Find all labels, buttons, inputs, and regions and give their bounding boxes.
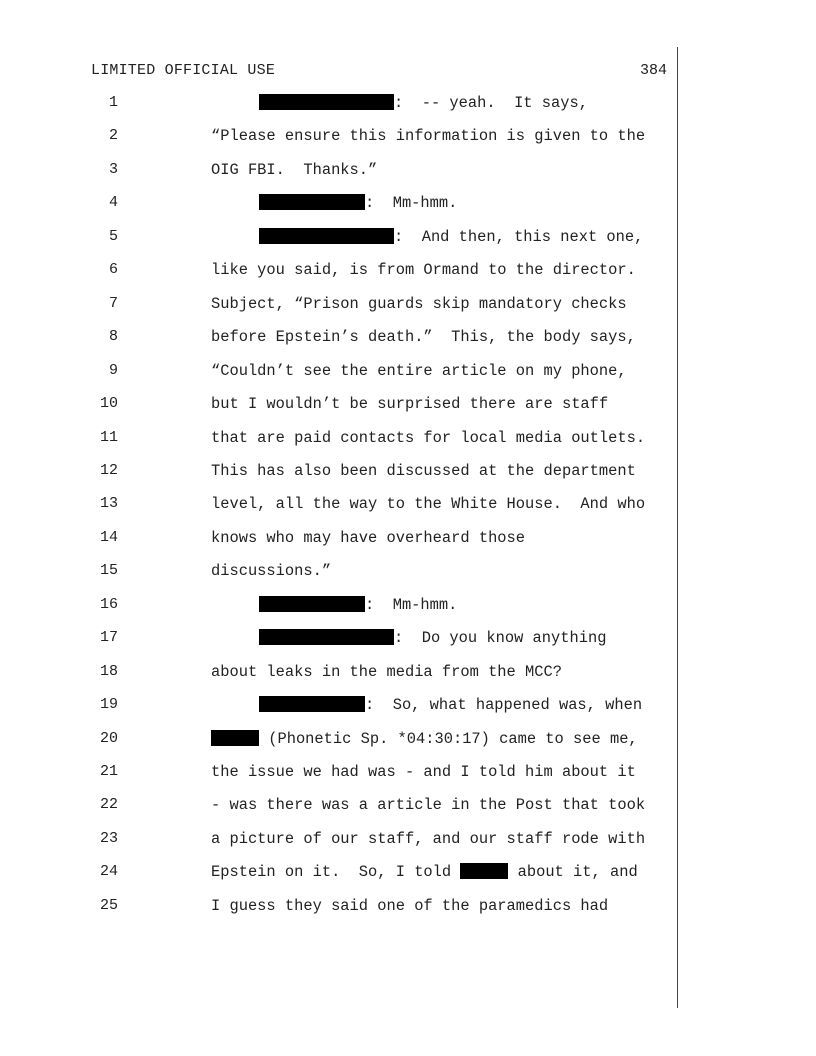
line-text — [211, 294, 627, 314]
line-number: 25 — [99, 896, 118, 914]
redaction-block — [259, 94, 394, 110]
line-number: 2 — [108, 127, 118, 145]
transcript-line — [0, 762, 680, 786]
line-content: “Couldn’t see the entire article on my phone, — [211, 361, 627, 380]
transcript-line — [0, 595, 680, 619]
page-number: 384 — [639, 62, 667, 79]
line-content: before Epstein’s death.” This, the body says, — [211, 328, 636, 347]
line-content: : So, what happened was, when — [365, 696, 643, 715]
line-content: “Please ensure this information is given to the — [211, 127, 646, 146]
speaker-line-text — [259, 628, 606, 648]
transcript-line — [0, 494, 680, 518]
line-text — [211, 829, 645, 849]
line-text — [211, 762, 636, 782]
line-number: 23 — [99, 829, 118, 847]
transcript-line — [0, 160, 680, 184]
line-content: I guess they said one of the paramedics had — [211, 896, 609, 915]
transcript-line — [0, 327, 680, 351]
line-content: level, all the way to the White House. And who — [211, 495, 646, 514]
transcript-line — [0, 729, 680, 753]
line-text — [211, 361, 627, 381]
line-content: but I wouldn’t be surprised there are staff — [211, 395, 609, 414]
line-text — [211, 428, 645, 448]
redaction-block — [259, 629, 394, 645]
header-classification: LIMITED OFFICIAL USE — [91, 62, 276, 79]
line-content: - was there was a article in the Post that took — [211, 796, 646, 815]
line-content: : -- yeah. It says, — [394, 94, 588, 112]
line-number: 9 — [108, 361, 118, 379]
transcript-line — [0, 461, 680, 485]
transcript-line — [0, 628, 680, 652]
redaction-block — [259, 596, 365, 612]
transcript-line — [0, 428, 680, 452]
transcript-line — [0, 294, 680, 318]
line-text — [211, 260, 636, 280]
transcript-line — [0, 260, 680, 284]
transcript-line — [0, 561, 680, 585]
line-content-after: about it, and — [508, 863, 638, 882]
line-number: 8 — [108, 328, 118, 346]
line-content: This has also been discussed at the department — [211, 461, 636, 480]
transcript-line — [0, 193, 680, 217]
line-text — [211, 795, 645, 815]
line-number: 19 — [99, 696, 118, 714]
transcript-line — [0, 795, 680, 819]
line-number: 18 — [99, 662, 118, 680]
line-number: 1 — [108, 94, 118, 111]
line-content: that are paid contacts for local media outlets. — [211, 428, 646, 447]
redaction-block — [259, 194, 365, 210]
line-text — [211, 729, 638, 749]
transcript-line — [0, 361, 680, 385]
line-text — [211, 327, 636, 347]
line-text — [211, 561, 331, 581]
line-number: 14 — [99, 528, 118, 546]
line-number: 20 — [99, 729, 118, 747]
line-number: 7 — [108, 294, 118, 312]
line-content: about leaks in the media from the MCC? — [211, 662, 562, 681]
line-content: : Mm-hmm. — [365, 595, 458, 614]
line-number: 12 — [99, 461, 118, 479]
line-text — [211, 662, 562, 682]
line-content: Epstein on it. So, I told — [211, 863, 461, 882]
line-content: the issue we had was - and I told him about it — [211, 763, 636, 781]
line-number: 4 — [108, 194, 118, 212]
redaction-block — [211, 730, 259, 746]
speaker-line-text — [259, 595, 457, 615]
line-number: 22 — [99, 796, 118, 814]
line-number: 24 — [99, 863, 118, 881]
line-number: 10 — [99, 395, 118, 413]
line-number: 17 — [99, 629, 118, 647]
line-content: a picture of our staff, and our staff rode with — [211, 829, 646, 848]
transcript-line — [0, 695, 680, 719]
speaker-line-text — [259, 193, 457, 213]
transcript-line — [0, 93, 680, 117]
line-content: : Mm-hmm. — [365, 194, 458, 213]
line-number: 3 — [108, 160, 118, 178]
line-content: (Phonetic Sp. *04:30:17) came to see me, — [259, 729, 638, 748]
line-content: Subject, “Prison guards skip mandatory checks — [211, 294, 627, 313]
transcript-line — [0, 829, 680, 853]
line-content: : And then, this next one, — [394, 227, 644, 246]
line-text — [211, 461, 636, 481]
line-number: 11 — [99, 428, 118, 446]
speaker-line-text — [259, 227, 643, 247]
line-number: 15 — [99, 562, 118, 580]
speaker-line-text — [259, 695, 642, 715]
line-text — [211, 896, 608, 916]
line-content: : Do you know anything — [394, 629, 607, 648]
line-text — [211, 394, 608, 414]
line-text — [211, 494, 645, 514]
line-text — [211, 528, 525, 548]
redaction-block — [259, 228, 394, 244]
line-number: 5 — [108, 227, 118, 245]
transcript-line — [0, 394, 680, 418]
line-content: discussions.” — [211, 562, 332, 581]
transcript-line — [0, 896, 680, 920]
redaction-block — [259, 696, 365, 712]
line-text — [211, 126, 645, 146]
transcript-line — [0, 862, 680, 886]
line-number: 21 — [99, 763, 118, 780]
transcript-line — [0, 126, 680, 150]
line-number: 6 — [108, 261, 118, 279]
transcript-line — [0, 662, 680, 686]
redaction-block — [460, 863, 508, 879]
speaker-line-text — [259, 93, 588, 113]
line-number: 13 — [99, 495, 118, 513]
line-content: knows who may have overheard those — [211, 528, 526, 547]
line-number: 16 — [99, 595, 118, 613]
transcript-line — [0, 227, 680, 251]
line-text — [211, 862, 638, 882]
transcript-line — [0, 528, 680, 552]
line-content: like you said, is from Ormand to the director. — [211, 261, 636, 280]
line-text — [211, 160, 377, 180]
line-content: OIG FBI. Thanks.” — [211, 160, 378, 179]
